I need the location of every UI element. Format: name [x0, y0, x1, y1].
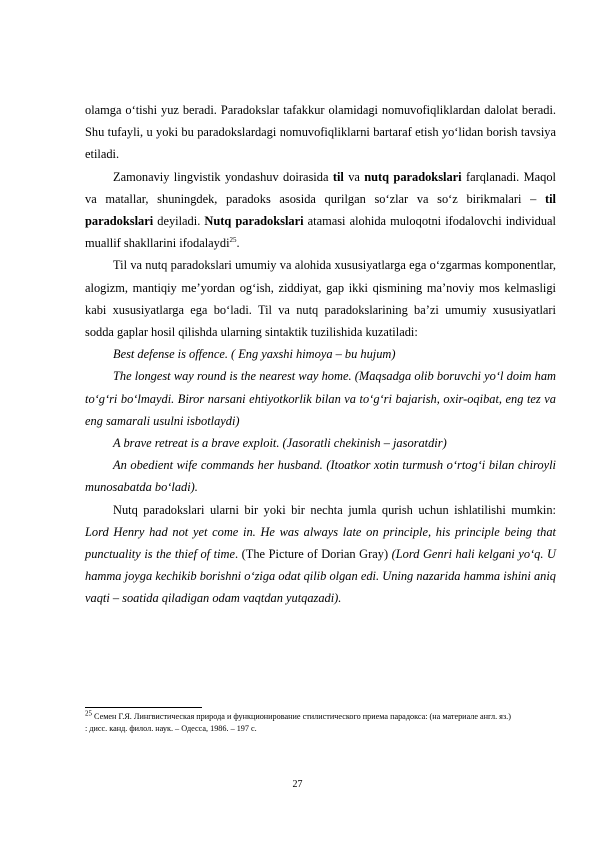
paragraph-2	[85, 166, 556, 255]
paragraph-1: olamga o‘tishi yuz beradi. Paradokslar tafakkur olamidagi nomuvofiqliklardan dalolat beradi. Shu tufayli, u yoki bu paradokslardagi nomuvofiqliklarni bartaraf etish yo‘lidan borish tavsiya etiladi.	[85, 103, 556, 162]
term-til: til	[332, 169, 344, 184]
paragraph-3: Til va nutq paradokslari umumiy va alohida xususiyatlarga ega o‘zgarmas komponentlar, alogizm, mantiqiy me’yordan og‘ish, ziddiyat, gap ikki qismining ma’noviy mos kelmasligi kabi xususiyatlarga ega bo‘ladi. Til va nutq paradokslarining ba’zi umumiy xususiyatlari sodda gaplar hosil qilishda ularning sintaktik tuzilishida kuzatiladi:	[85, 258, 556, 340]
text: deyiladi.	[153, 214, 205, 229]
text: va	[343, 169, 365, 184]
page-number: 27	[292, 779, 303, 790]
term-nutq-paradokslari-2: Nutq paradokslari	[204, 214, 304, 229]
term-til-paradokslari: til paradokslari	[85, 191, 556, 229]
text: atamasi alohida muloqotni ifodalovchi individual muallif shakllarini ifodalaydi	[85, 214, 556, 251]
footnote	[85, 711, 515, 736]
text: Zamonaviy lingvistik yondashuv doirasida	[113, 169, 333, 184]
footnote-divider	[85, 707, 202, 708]
quote-english: Lord Henry had not yet come in. He was always late on principle, his principle being that punctuality is the thief of time	[85, 524, 556, 562]
footnote-ref[interactable]: 25	[229, 236, 237, 245]
example-2: The longest way round is the nearest way home. (Maqsadga olib boruvchi yo‘l doim ham to‘g‘ri bo‘lmaydi. Biror narsani ehtiyotkorlik bilan va to‘g‘ri bajarish, oxir-oqibat, eng tez va eng samarali usulni isbotlaydi)	[85, 369, 556, 428]
text: .	[236, 236, 240, 251]
page-body	[85, 99, 556, 610]
paragraph-4	[85, 499, 556, 610]
text: . (The Picture of Dorian Gray)	[235, 547, 392, 562]
footnote-number: 25	[85, 709, 92, 718]
term-nutq-paradokslari: nutq paradokslari	[364, 169, 462, 184]
example-3: A brave retreat is a brave exploit. (Jasoratli chekinish – jasoratdir)	[113, 436, 447, 451]
footnote-text: Семен Г.Я. Лингвистическая природа и функционирование стилистического приема парадокса: (на материале англ. яз.) : дисс. канд. филол. наук. – Одесса, 1986. – 197 с.	[85, 712, 511, 734]
example-1: Best defense is offence. ( Eng yaxshi himoya – bu hujum)	[113, 347, 396, 362]
example-4: An obedient wife commands her husband. (Itoatkor xotin turmush o‘rtog‘i bilan chiroyli munosabatda bo‘ladi).	[85, 458, 556, 495]
text: Nutq paradokslari ularni bir yoki bir nechta jumla qurish uchun ishlatilishi mumkin:	[113, 502, 556, 517]
text: farqlanadi. Maqol va matallar, shuningdek, paradoks asosida qurilgan so‘zlar va so‘z birikmalari –	[85, 169, 556, 206]
quote-translation: (Lord Genri hali kelgani yo‘q. U hamma joyga kechikib borishni o‘ziga odat qilib olgan edi. Uning nazarida hamma ishini aniq vaqti – soatida qiladigan odam vaqtdan yutqazadi).	[85, 547, 556, 606]
